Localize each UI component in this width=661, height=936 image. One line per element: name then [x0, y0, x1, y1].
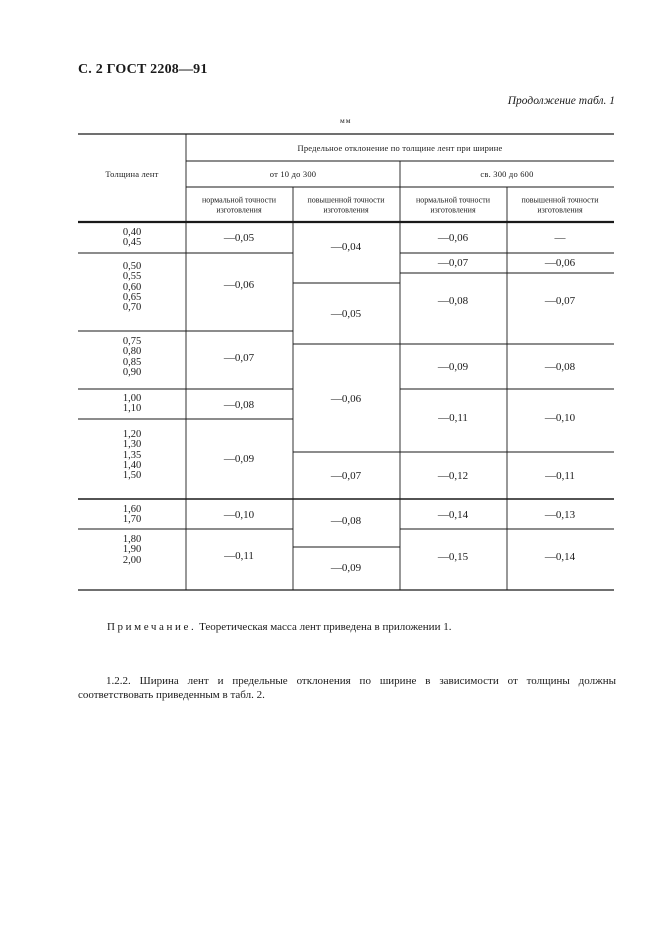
note-text: Теоретическая масса лент приведена в приложении 1. — [199, 621, 452, 633]
table-cell: —0,09 — [223, 453, 255, 465]
table-cell: —0,08 — [223, 399, 255, 411]
thickness-group: 0,40 0,45 — [122, 227, 142, 249]
table-cell: —0,08 — [330, 515, 362, 527]
table-cell: —0,15 — [437, 551, 469, 563]
table-cell: —0,11 — [438, 412, 468, 424]
table-cell: —0,13 — [544, 509, 576, 521]
body-paragraph: 1.2.2. Ширина лент и предельные отклонения по ширине в зависимости от толщины должны соответствовать приведенным в табл. 2. — [78, 675, 616, 701]
thickness-group: 1,60 1,70 — [122, 504, 142, 526]
page-header: С. 2 ГОСТ 2208—91 — [78, 62, 208, 77]
table-cell: —0,11 — [545, 470, 575, 482]
accuracy-normal-1: нормальной точности изготовления — [201, 195, 276, 214]
table-cell: —0,12 — [437, 470, 469, 482]
table-cell: —0,10 — [223, 509, 255, 521]
table-cell: —0,09 — [437, 361, 469, 373]
thickness-header: Толщина лент — [105, 169, 159, 179]
thickness-group: 0,50 0,55 0,60 0,65 0,70 — [122, 261, 142, 314]
table-note — [107, 621, 451, 633]
table-continuation-label: Продолжение табл. 1 — [507, 95, 615, 107]
thickness-group: 0,75 0,80 0,85 0,90 — [122, 336, 142, 378]
table-cell: —0,06 — [330, 393, 362, 405]
thickness-group: 1,20 1,30 1,35 1,40 1,50 — [122, 429, 142, 482]
accuracy-normal-2: нормальной точности изготовления — [415, 195, 490, 214]
table-cell: —0,14 — [544, 551, 576, 563]
table-cell: —0,05 — [330, 308, 362, 320]
thickness-group: 1,00 1,10 — [122, 393, 142, 415]
accuracy-high-1: повышенной точности изготовления — [307, 195, 385, 214]
table-cell: —0,07 — [544, 295, 576, 307]
note-label: Примечание. — [107, 621, 197, 633]
table-cell: —0,11 — [224, 550, 254, 562]
table-cell: —0,07 — [223, 352, 255, 364]
table-cell: —0,08 — [437, 295, 469, 307]
width-range-300-600: св. 300 до 600 — [480, 169, 534, 179]
table-cell: —0,06 — [544, 257, 576, 269]
table-cell: —0,14 — [437, 509, 469, 521]
table-cell: —0,04 — [330, 241, 362, 253]
deviation-header: Предельное отклонение по толщине лент при ширине — [297, 143, 503, 153]
unit-label: мм — [340, 116, 352, 125]
table-cell: —0,10 — [544, 412, 576, 424]
table-cell: —0,09 — [330, 562, 362, 574]
table-cell: —0,06 — [437, 232, 469, 244]
width-range-10-300: от 10 до 300 — [269, 169, 317, 179]
table-cell: —0,07 — [437, 257, 469, 269]
thickness-group: 1,80 1,90 2,00 — [122, 534, 142, 566]
table-cell: —0,08 — [544, 361, 576, 373]
table-cell: — — [554, 232, 566, 244]
table-cell: —0,05 — [223, 232, 255, 244]
accuracy-high-2: повышенной точности изготовления — [521, 195, 599, 214]
table-cell: —0,06 — [223, 279, 255, 291]
table-cell: —0,07 — [330, 470, 362, 482]
